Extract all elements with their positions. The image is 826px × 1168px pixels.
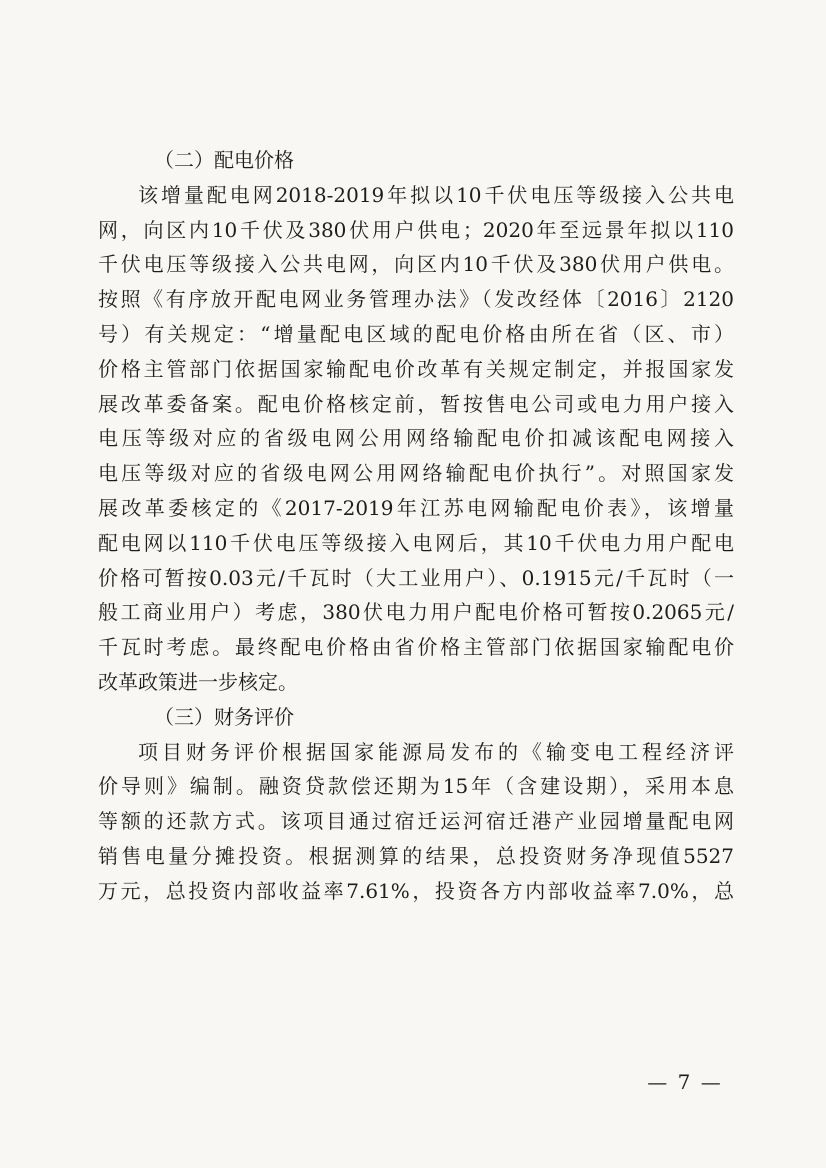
paragraph-line: 千伏电压等级接入公共电网，向区内10千伏及380伏用户供电。 <box>98 252 734 277</box>
paragraph-line: 按照《有序放开配电网业务管理办法》（发改经体〔2016〕2120 <box>98 287 734 312</box>
section-heading-pricing: （二）配电价格 <box>154 148 294 172</box>
paragraph-line: 展改革委核定的《2017-2019年江苏电网输配电价表》，该增量 <box>98 495 734 520</box>
paragraph-line: 千瓦时考虑。最终配电价格由省价格主管部门依据国家输配电价 <box>98 635 734 660</box>
body-text <box>98 143 734 909</box>
paragraph-line: 改革政策进一步核定。 <box>98 669 298 694</box>
paragraph-line: 销售电量分摊投资。根据测算的结果，总投资财务净现值5527 <box>98 843 734 868</box>
paragraph-line: 展改革委备案。配电价格核定前，暂按售电公司或电力用户接入 <box>98 391 734 416</box>
paragraph-line: 项目财务评价根据国家能源局发布的《输变电工程经济评 <box>138 739 734 764</box>
paragraph-line: 号）有关规定：“增量配电区域的配电价格由所在省（区、市） <box>98 321 734 346</box>
paragraph-line: 万元，总投资内部收益率7.61%，投资各方内部收益率7.0%，总 <box>98 878 734 903</box>
section-heading-financial: （三）财务评价 <box>154 704 294 729</box>
paragraph-line: 价格可暂按0.03元/千瓦时（大工业用户）、0.1915元/千瓦时（一 <box>98 565 734 590</box>
paragraph-line: 价导则》编制。融资贷款偿还期为15年（含建设期），采用本息 <box>98 774 734 799</box>
paragraph-line: 网，向区内10千伏及380伏用户供电；2020年至远景年拟以110 <box>98 217 734 242</box>
paragraph-line: 该增量配电网2018-2019年拟以10千伏电压等级接入公共电 <box>138 182 734 207</box>
paragraph-line: 电压等级对应的省级电网公用网络输配电价执行”。对照国家发 <box>98 461 734 486</box>
paragraph-line: 等额的还款方式。该项目通过宿迁运河宿迁港产业园增量配电网 <box>98 809 734 834</box>
paragraph-line: 价格主管部门依据国家输配电价改革有关规定制定，并报国家发 <box>98 356 734 381</box>
paragraph-line: 配电网以110千伏电压等级接入电网后，其10千伏电力用户配电 <box>98 530 734 555</box>
page-number: — 7 — <box>647 1070 723 1094</box>
paragraph-line: 电压等级对应的省级电网公用网络输配电价扣减该配电网接入 <box>98 426 734 451</box>
paragraph-line: 般工商业用户）考虑，380伏电力用户配电价格可暂按0.2065元/ <box>98 600 734 625</box>
